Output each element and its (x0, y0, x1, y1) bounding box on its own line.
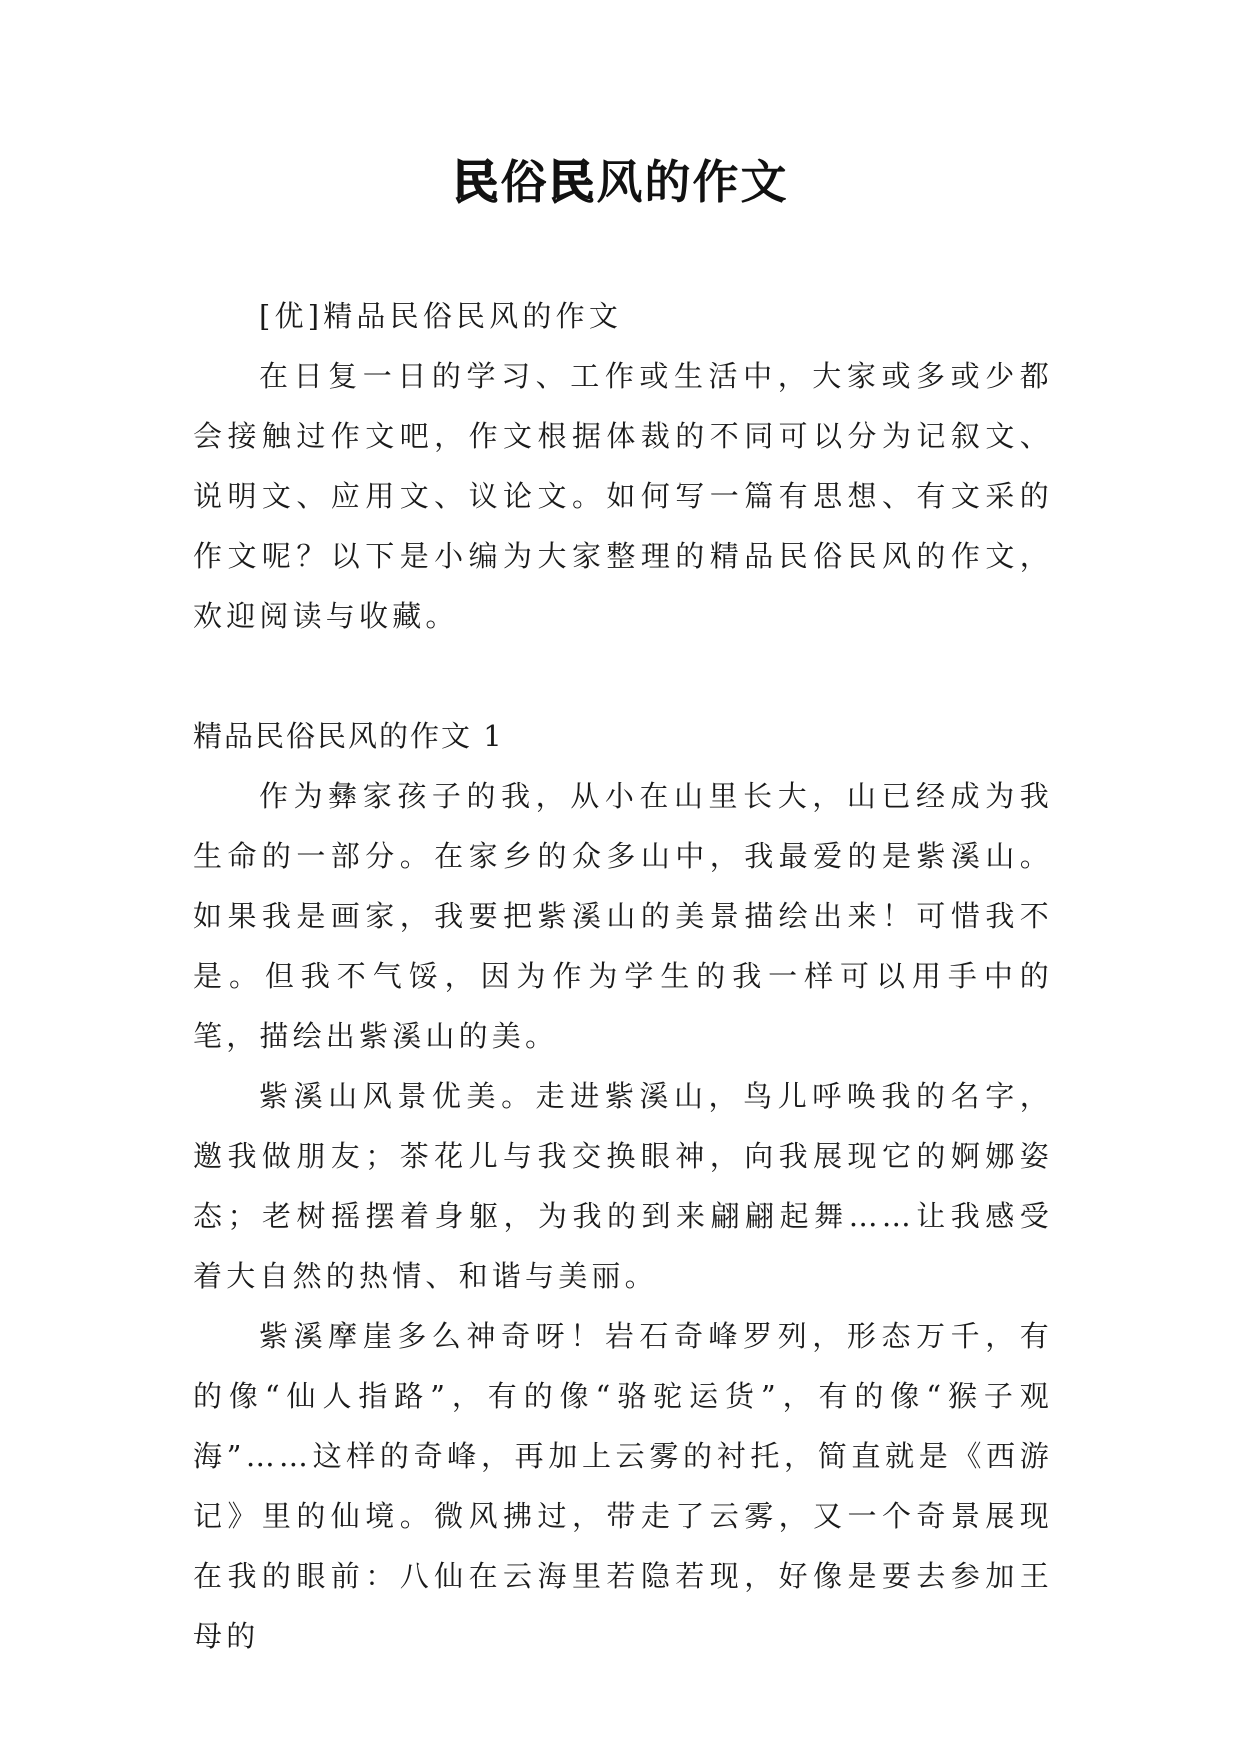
document-body (193, 286, 1053, 1666)
body-paragraph: 紫溪山风景优美。走进紫溪山，鸟儿呼唤我的名字，邀我做朋友；茶花儿与我交换眼神，向我展现它的婀娜姿态；老树摇摆着身躯，为我的到来翩翩起舞……让我感受着大自然的热情、和谐与美丽。 (193, 1079, 1053, 1293)
title-char-hollow: 民 (548, 155, 597, 209)
intro-paragraph: 在日复一日的学习、工作或生活中，大家或多或少都会接触过作文吧，作文根据体裁的不同可以分为记叙文、说明文、应用文、议论文。如何写一篇有思想、有文采的作文呢？以下是小编为大家整理的精品民俗民风的作文，欢迎阅读与收藏。 (193, 359, 1053, 633)
body-paragraph: 作为彝家孩子的我，从小在山里长大，山已经成为我生命的一部分。在家乡的众多山中，我最爱的是紫溪山。如果我是画家，我要把紫溪山的美景描绘出来！可惜我不是。但我不气馁，因为作为学生的我一样可以用手中的笔，描绘出紫溪山的美。 (193, 779, 1053, 1053)
title-rest: 风的作文 (596, 155, 789, 209)
document-subtitle: [优]精品民俗民风的作文 (259, 299, 623, 333)
document-title (0, 150, 1241, 214)
section-heading: 精品民俗民风的作文 1 (193, 719, 504, 753)
paragraph-gap (193, 646, 1053, 706)
title-char-hollow: 民 (452, 155, 501, 209)
body-paragraph: 紫溪摩崖多么神奇呀！岩石奇峰罗列，形态万千，有的像“仙人指路”，有的像“骆驼运货”，有的像“猴子观海”……这样的奇峰，再加上云雾的衬托，简直就是《西游记》里的仙境。微风拂过，带走了云雾，又一个奇景展现在我的眼前：八仙在云海里若隐若现，好像是要去参加王母的 (193, 1319, 1053, 1653)
title-char: 俗 (500, 155, 549, 209)
